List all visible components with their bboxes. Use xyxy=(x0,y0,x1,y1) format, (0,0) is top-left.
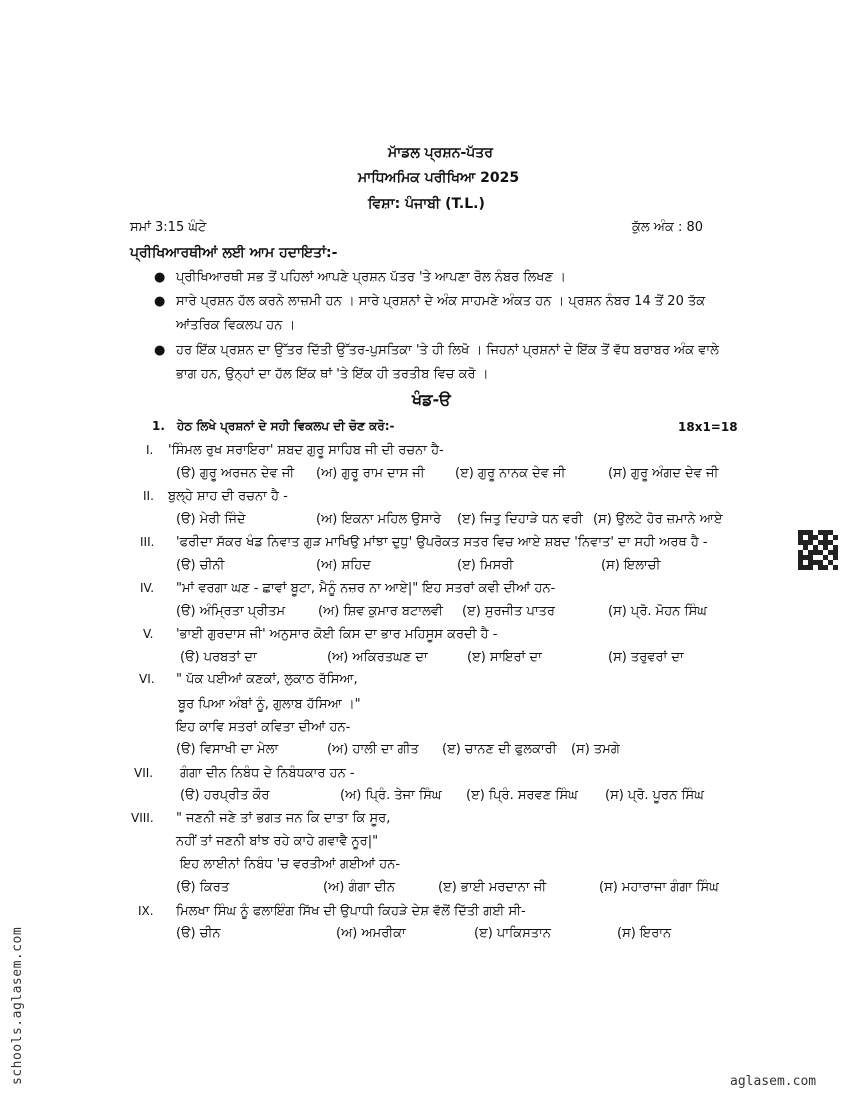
option-c: (ੲ) ਪ੍ਰਿੰ. ਸਰਵਣ ਸਿੰਘ xyxy=(466,788,578,803)
option-a: (ੳ) ਅੰਮ੍ਰਿਤਾ ਪ੍ਰੀਤਮ xyxy=(176,604,286,619)
option-d: (ਸ) ਪ੍ਰੋ. ਪੂਰਨ ਸਿੰਘ xyxy=(605,788,704,803)
sub-question-number: VIII. xyxy=(131,811,154,825)
sub-question-number: V. xyxy=(143,627,154,641)
option-a: (ੳ) ਵਿਸਾਖੀ ਦਾ ਮੇਲਾ xyxy=(176,742,279,757)
option-b: (ਅ) ਪ੍ਰਿੰ. ਤੇਜਾ ਸਿੰਘ xyxy=(340,788,442,803)
bullet-icon: ● xyxy=(154,343,166,358)
subject-line: ਵਿਸ਼ਾ: ਪੰਜਾਬੀ (T.L.) xyxy=(368,196,485,212)
question-text: ਹੇਠ ਲਿਖੇ ਪ੍ਰਸ਼ਨਾਂ ਦੇ ਸਹੀ ਵਿਕਲਪ ਦੀ ਚੋਣ ਕਰੋ:- xyxy=(177,419,395,433)
option-d: (ਸ) ਪ੍ਰੋ. ਮੋਹਨ ਸਿੰਘ xyxy=(608,604,707,619)
option-b: (ਅ) ਹਾਲੀ ਦਾ ਗੀਤ xyxy=(327,742,419,757)
option-d: (ਸ) ਮਹਾਰਾਜਾ ਗੰਗਾ ਸਿੰਘ xyxy=(599,880,719,895)
option-b: (ਅ) ਗੁਰੂ ਰਾਮ ਦਾਸ ਜੀ xyxy=(316,466,425,481)
sub-question-text: ਬੁਲ੍ਹੇ ਸ਼ਾਹ ਦੀ ਰਚਨਾ ਹੈ - xyxy=(168,489,288,504)
option-c: (ੲ) ਸੁਰਜੀਤ ਪਾਤਰ xyxy=(462,604,555,619)
option-d: (ਸ) ਇਰਾਨ xyxy=(617,926,672,941)
option-d: (ਸ) ਉਲਟੇ ਹੋਰ ਜ਼ਮਾਨੇ ਆਏ xyxy=(593,512,723,527)
section-heading: ਖੰਡ-ੳ xyxy=(412,390,451,409)
verse-line-2: ਨਹੀਂ ਤਾਂ ਜਣਨੀ ਬਾਂਝ ਰਹੇ ਕਾਹੇ ਗਵਾਵੈ ਨੂਰ|" xyxy=(176,834,379,849)
sub-question-text: 'ਫਰੀਦਾ ਸੱਕਰ ਖੰਡ ਨਿਵਾਤ ਗੁੜ ਮਾਖਿਉ ਮਾਂਝਾ ਦੁਧੁ' ਉਪਰੋਕਤ ਸਤਰ ਵਿਚ ਆਏ ਸ਼ਬਦ 'ਨਿਵਾਤ' ਦਾ ਸਹੀ ਅਰਥ ਹੈ - xyxy=(176,535,708,550)
bullet-icon: ● xyxy=(154,294,166,309)
sub-question-text: ਇਹ ਲਾਈਨਾਂ ਨਿਬੰਧ 'ਚ ਵਰਤੀਆਂ ਗਈਆਂ ਹਨ- xyxy=(180,857,401,872)
total-marks: ਕੁੱਲ ਅੰਕ : 80 xyxy=(632,220,704,235)
footer-watermark: aglasem.com xyxy=(730,1074,817,1089)
option-c: (ੲ) ਜਿਤੁ ਦਿਹਾੜੇ ਧਨ ਵਰੀ xyxy=(457,512,583,527)
question-number: 1. xyxy=(152,419,165,433)
option-c: (ੲ) ਪਾਕਿਸਤਾਨ xyxy=(474,926,551,941)
option-b: (ਅ) ਅਕਿਰਤਘਣ ਦਾ xyxy=(327,650,428,665)
option-d: (ਸ) ਇਲਾਚੀ xyxy=(601,558,661,573)
sub-question-text: "ਮਾਂ ਵਰਗਾ ਘਣ - ਛਾਵਾਂ ਬੂਟਾ, ਮੈਨੂੰ ਨਜ਼ਰ ਨਾ ਆਏ|" ਇਹ ਸਤਰਾਂ ਕਵੀ ਦੀਆਂ ਹਨ- xyxy=(176,581,556,596)
option-c: (ੲ) ਮਿਸਰੀ xyxy=(457,558,514,573)
option-b: (ਅ) ਇਕਨਾ ਮਹਿਲ ਉਸਾਰੇ xyxy=(316,512,442,527)
instruction-3-line-2: ਭਾਗ ਹਨ, ਉਨ੍ਹਾਂ ਦਾ ਹੱਲ ਇੱਕ ਥਾਂ 'ਤੇ ਇੱਕ ਹੀ ਤਰਤੀਬ ਵਿਚ ਕਰੋ । xyxy=(176,367,489,382)
sub-question-number: II. xyxy=(143,489,154,503)
sub-question-number: VII. xyxy=(134,766,154,780)
sub-question-number: VI. xyxy=(139,672,155,686)
sub-question-number: IX. xyxy=(138,904,154,918)
option-a: (ੳ) ਗੁਰੂ ਅਰਜਨ ਦੇਵ ਜੀ xyxy=(176,466,295,481)
instruction-2-line-1: ਸਾਰੇ ਪ੍ਰਸ਼ਨ ਹੱਲ ਕਰਨੇ ਲਾਜ਼ਮੀ ਹਨ । ਸਾਰੇ ਪ੍ਰਸ਼ਨਾਂ ਦੇ ਅੰਕ ਸਾਹਮਣੇ ਅੰਕਤ ਹਨ । ਪ੍ਰਸ਼ਨ ਨੰਬਰ 14 ਤੋਂ 20 ਤੱਕ xyxy=(176,294,706,309)
instruction-1-line-1: ਪ੍ਰੀਖਿਆਰਥੀ ਸਭ ਤੋਂ ਪਹਿਲਾਂ ਆਪਣੇ ਪ੍ਰਸ਼ਨ ਪੱਤਰ 'ਤੇ ਆਪਣਾ ਰੋਲ ਨੰਬਰ ਲਿਖਣ । xyxy=(176,270,566,285)
sub-question-text: 'ਸਿੰਮਲ ਰੁਖ ਸਰਾਇਰਾ' ਸ਼ਬਦ ਗੁਰੂ ਸਾਹਿਬ ਜੀ ਦੀ ਰਚਨਾ ਹੈ- xyxy=(168,443,444,458)
option-b: (ਅ) ਅਮਰੀਕਾ xyxy=(336,926,406,941)
option-a: (ੳ) ਹਰਪ੍ਰੀਤ ਕੌਰ xyxy=(180,788,270,803)
paper-title: ਮਾੱਡਲ ਪ੍ਰਸ਼ਨ-ਪੱਤਰ xyxy=(388,145,493,161)
sub-question-text: ਇਹ ਕਾਵਿ ਸਤਰਾਂ ਕਵਿਤਾ ਦੀਆਂ ਹਨ- xyxy=(176,720,351,735)
option-c: (ੲ) ਚਾਨਣ ਦੀ ਫੁਲਕਾਰੀ xyxy=(442,742,557,757)
option-c: (ੲ) ਗੁਰੂ ਨਾਨਕ ਦੇਵ ਜੀ xyxy=(455,466,566,481)
option-a: (ੳ) ਪਰਬਤਾਂ ਦਾ xyxy=(180,650,257,665)
option-a: (ੳ) ਚੀਨੀ xyxy=(176,558,225,573)
exam-name: ਮਾਧਿਅਮਿਕ ਪਰੀਖਿਆ 2025 xyxy=(358,170,520,186)
instruction-2-line-2: ਆਂਤਰਿਕ ਵਿਕਲਪ ਹਨ । xyxy=(176,318,296,333)
option-a: (ੳ) ਕਿਰਤ xyxy=(176,880,230,895)
question-marks: 18x1=18 xyxy=(678,420,738,434)
sub-question-text: 'ਭਾਈ ਗੁਰਦਾਸ ਜੀ' ਅਨੁਸਾਰ ਕੋਈ ਕਿਸ ਦਾ ਭਾਰ ਮਹਿਸੂਸ ਕਰਦੀ ਹੈ - xyxy=(176,627,498,642)
option-a: (ੳ) ਚੀਨ xyxy=(176,926,221,941)
option-d: (ਸ) ਗੁਰੂ ਅੰਗਦ ਦੇਵ ਜੀ xyxy=(608,466,719,481)
option-c: (ੲ) ਭਾਈ ਮਰਦਾਨਾ ਜੀ xyxy=(438,880,547,895)
option-a: (ੳ) ਮੇਰੀ ਜਿੰਦੇ xyxy=(176,512,246,527)
option-b: (ਅ) ਸ਼ਹਿਦ xyxy=(316,558,371,573)
time-allowed: ਸਮਾਂ 3:15 ਘੰਟੇ xyxy=(130,220,207,235)
verse-line-1: " ਜਣਨੀ ਜਣੇ ਤਾਂ ਭਗਤ ਜਨ ਕਿ ਦਾਤਾ ਕਿ ਸੂਰ, xyxy=(176,811,391,826)
option-d: (ਸ) ਤਰੁਵਰਾਂ ਦਾ xyxy=(608,650,684,665)
instruction-3-line-1: ਹਰ ਇੱਕ ਪ੍ਰਸ਼ਨ ਦਾ ਉੱਤਰ ਦਿੱਤੀ ਉੱਤਰ-ਪੁਸਤਿਕਾ 'ਤੇ ਹੀ ਲਿਖੋ । ਜਿਹਨਾਂ ਪ੍ਰਸ਼ਨਾਂ ਦੇ ਇੱਕ ਤੋਂ ਵੱਧ ਬਰਾਬਰ ਅੰਕ ਵਾਲੇ xyxy=(176,343,719,358)
verse-line-1: " ਪੱਕ ਪਈਆਂ ਕਣਕਾਂ, ਲੁਕਾਠ ਰੱਸਿਆ, xyxy=(176,672,358,687)
option-c: (ੲ) ਸਾਇਰਾਂ ਦਾ xyxy=(467,650,542,665)
option-b: (ਅ) ਸ਼ਿਵ ਕੁਮਾਰ ਬਟਾਲਵੀ xyxy=(318,604,443,619)
side-watermark: schools.aglasem.com xyxy=(10,926,25,1085)
sub-question-number: IV. xyxy=(140,581,155,595)
sub-question-number: I. xyxy=(146,443,154,457)
sub-question-text: ਮਿਲਖਾ ਸਿੰਘ ਨੂੰ ਫਲਾਇੰਗ ਸਿੱਖ ਦੀ ਉਪਾਧੀ ਕਿਹੜੇ ਦੇਸ਼ ਵੱਲੋਂ ਦਿੱਤੀ ਗਈ ਸੀ- xyxy=(176,904,526,919)
option-b: (ਅ) ਗੰਗਾ ਦੀਨ xyxy=(323,880,396,895)
option-d: (ਸ) ਤਮਗੇ xyxy=(571,742,620,757)
bullet-icon: ● xyxy=(154,270,166,285)
qr-code-icon xyxy=(798,530,838,570)
instructions-heading: ਪ੍ਰੀਖਿਆਰਥੀਆਂ ਲਈ ਆਮ ਹਦਾਇਤਾਂ:- xyxy=(130,245,338,261)
verse-line-2: ਬੂਰ ਪਿਆ ਅੰਬਾਂ ਨੂੰ, ਗੁਲਾਬ ਹੱਸਿਆ ।" xyxy=(178,697,361,712)
sub-question-text: ਗੰਗਾ ਦੀਨ ਨਿਬੰਧ ਦੇ ਨਿਬੰਧਕਾਰ ਹਨ - xyxy=(180,766,355,781)
sub-question-number: III. xyxy=(140,535,155,549)
